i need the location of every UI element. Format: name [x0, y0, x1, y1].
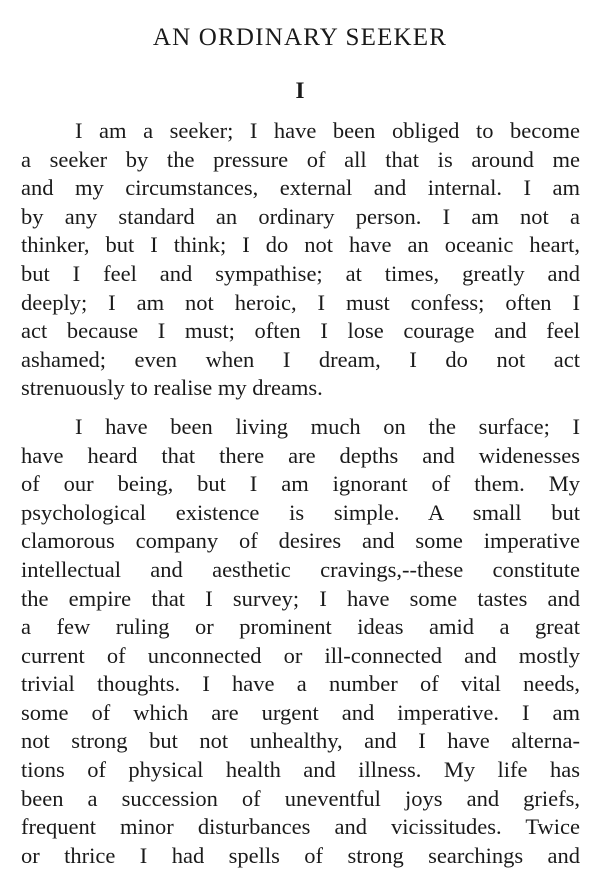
text-line: I have been living much on the surface; I — [75, 413, 580, 439]
text-line: strenuously to realise my dreams. — [21, 375, 323, 401]
text-line: been a succession of uneventful joys and griefs, — [21, 785, 580, 811]
text-line: but I feel and sympathise; at times, greatly and — [21, 260, 580, 286]
text-line: the empire that I survey; I have some tastes and — [21, 585, 580, 611]
text-line: some of which are urgent and imperative. I am — [21, 699, 580, 725]
text-line: and my circumstances, external and internal. I am — [21, 175, 580, 201]
text-line: not strong but not unhealthy, and I have alterna- — [21, 728, 580, 754]
text-line: a seeker by the pressure of all that is around me — [21, 146, 580, 172]
text-line: ashamed; even when I dream, I do not act — [21, 346, 580, 372]
text-line: I am a seeker; I have been obliged to become — [75, 118, 580, 143]
paragraph-1 — [21, 117, 580, 403]
text-line: current of unconnected or ill-connected and mostly — [21, 642, 580, 668]
text-line: act because I must; often I lose courage and feel — [21, 318, 580, 344]
text-line: intellectual and aesthetic cravings,--these constitute — [21, 556, 580, 582]
text-line: trivial thoughts. I have a number of vital needs, — [21, 671, 580, 697]
text-line: or thrice I had spells of strong searchings and — [21, 842, 580, 868]
paragraph-2 — [21, 413, 580, 871]
text-line: clamorous company of desires and some imperative — [21, 528, 580, 554]
text-line: of our being, but I am ignorant of them. My — [21, 471, 580, 497]
text-line: have heard that there are depths and widenesses — [21, 442, 580, 468]
section-number: I — [295, 78, 305, 103]
text-line: frequent minor disturbances and vicissitudes. Twice — [21, 814, 580, 840]
text-line: tions of physical health and illness. My life has — [21, 757, 580, 783]
text-line: deeply; I am not heroic, I must confess; often I — [21, 289, 580, 315]
chapter-title: AN ORDINARY SEEKER — [152, 24, 448, 51]
text-line: psychological existence is simple. A small but — [21, 499, 580, 525]
text-line: by any standard an ordinary person. I am not a — [21, 203, 580, 229]
text-line: a few ruling or prominent ideas amid a great — [21, 614, 580, 640]
body-text — [21, 117, 580, 870]
text-line: thinker, but I think; I do not have an oceanic heart, — [21, 232, 580, 258]
